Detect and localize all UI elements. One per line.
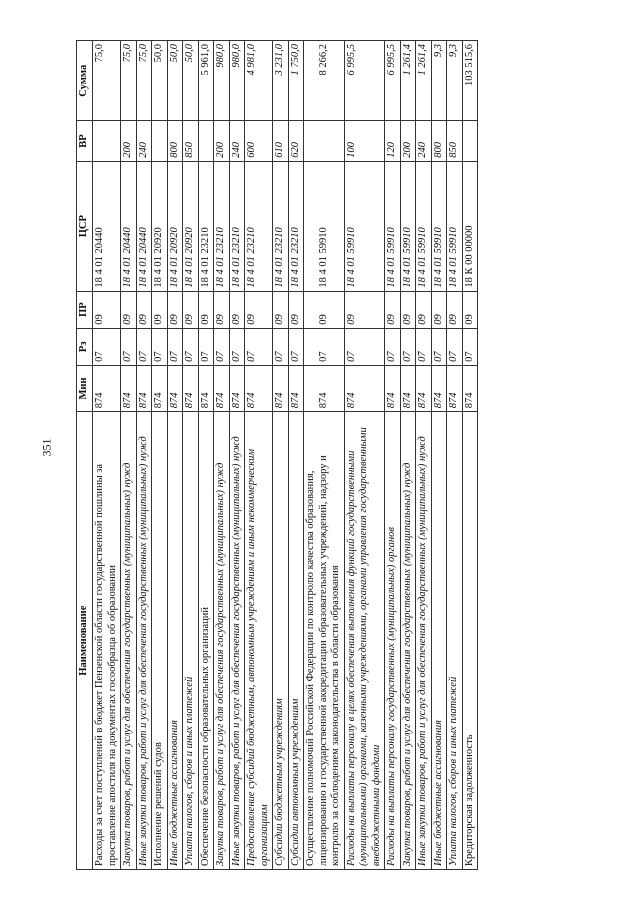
cell-csr: 18 4 01 59910 <box>400 161 416 291</box>
cell-min: 874 <box>245 365 273 411</box>
cell-sum: 4 981,0 <box>245 41 273 121</box>
rotated-page-content <box>76 40 606 870</box>
cell-sum: 6 995,5 <box>385 41 401 121</box>
cell-min: 874 <box>198 365 214 411</box>
cell-name: Закупка товаров, работ и услуг для обеспечения государственных (муниципальных) нужд <box>214 412 230 870</box>
cell-rz: 07 <box>167 328 183 365</box>
cell-rz: 07 <box>416 328 432 365</box>
cell-csr: 18 4 01 20440 <box>136 161 152 291</box>
cell-min: 874 <box>136 365 152 411</box>
cell-rz: 07 <box>400 328 416 365</box>
table-row <box>304 41 345 870</box>
table-row <box>447 41 463 870</box>
cell-min: 874 <box>288 365 304 411</box>
cell-min: 874 <box>344 365 385 411</box>
cell-vr: 610 <box>273 121 289 161</box>
cell-rz: 07 <box>431 328 447 365</box>
cell-min: 874 <box>167 365 183 411</box>
cell-rz: 07 <box>447 328 463 365</box>
cell-pr: 09 <box>136 291 152 328</box>
table-row <box>121 41 137 870</box>
cell-rz: 07 <box>152 328 168 365</box>
cell-name: Закупка товаров, работ и услуг для обеспечения государственных (муниципальных) нужд <box>400 412 416 870</box>
cell-vr <box>152 121 168 161</box>
cell-vr: 600 <box>245 121 273 161</box>
table-row <box>245 41 273 870</box>
cell-rz: 07 <box>245 328 273 365</box>
cell-name: Уплата налогов, сборов и иных платежей <box>447 412 463 870</box>
cell-csr: 18 4 01 20920 <box>167 161 183 291</box>
cell-csr: 18 4 01 59910 <box>385 161 401 291</box>
cell-name: Расходы на выплаты персоналу в целях обеспечения выполнения функций государственными (муниципальными) органами, казенными учреждениями, органами управления государственными внебюджетными фондами <box>344 412 385 870</box>
cell-sum: 9,3 <box>431 41 447 121</box>
cell-pr: 09 <box>288 291 304 328</box>
cell-pr: 09 <box>245 291 273 328</box>
cell-vr <box>462 121 478 161</box>
cell-sum: 75,0 <box>93 41 121 121</box>
cell-vr: 240 <box>416 121 432 161</box>
cell-min: 874 <box>273 365 289 411</box>
cell-pr: 09 <box>447 291 463 328</box>
table-row <box>93 41 121 870</box>
cell-csr: 18 4 01 20440 <box>121 161 137 291</box>
cell-pr: 09 <box>121 291 137 328</box>
cell-name: Иные закупки товаров, работ и услуг для обеспечения государственных (муниципальных) нужд <box>136 412 152 870</box>
cell-pr: 09 <box>344 291 385 328</box>
cell-vr <box>93 121 121 161</box>
cell-pr: 09 <box>400 291 416 328</box>
cell-csr: 18 4 01 23210 <box>273 161 289 291</box>
cell-name: Расходы на выплаты персоналу государственных (муниципальных) органов <box>385 412 401 870</box>
cell-csr: 18 4 01 23210 <box>229 161 245 291</box>
cell-csr: 18 4 01 59910 <box>304 161 345 291</box>
cell-min: 874 <box>400 365 416 411</box>
cell-name: Субсидии автономным учреждениям <box>288 412 304 870</box>
cell-pr: 09 <box>198 291 214 328</box>
cell-csr: 18 4 01 23210 <box>288 161 304 291</box>
cell-min: 874 <box>462 365 478 411</box>
cell-min: 874 <box>152 365 168 411</box>
cell-name: Расходы за счет поступлений в бюджет Пензенской области государственной пошлины за проставление апостиля на документах госообразца об образовании <box>93 412 121 870</box>
header-rz: Рз <box>77 328 93 365</box>
table-body <box>93 41 478 870</box>
cell-vr: 120 <box>385 121 401 161</box>
cell-vr: 850 <box>447 121 463 161</box>
cell-rz: 07 <box>121 328 137 365</box>
cell-min: 874 <box>385 365 401 411</box>
cell-min: 874 <box>229 365 245 411</box>
cell-sum: 3 231,0 <box>273 41 289 121</box>
cell-name: Иные бюджетные ассигнования <box>431 412 447 870</box>
cell-pr: 09 <box>304 291 345 328</box>
cell-csr: 18 4 01 23210 <box>198 161 214 291</box>
cell-rz: 07 <box>273 328 289 365</box>
cell-pr: 09 <box>273 291 289 328</box>
cell-min: 874 <box>447 365 463 411</box>
table-row <box>400 41 416 870</box>
cell-name: Исполнение решений судов <box>152 412 168 870</box>
cell-sum: 1 261,4 <box>416 41 432 121</box>
cell-name: Иные бюджетные ассигнования <box>167 412 183 870</box>
cell-sum: 6 995,5 <box>344 41 385 121</box>
cell-name: Уплата налогов, сборов и иных платежей <box>183 412 199 870</box>
cell-pr: 09 <box>183 291 199 328</box>
cell-vr: 800 <box>431 121 447 161</box>
cell-sum: 103 515,6 <box>462 41 478 121</box>
header-sum: Сумма <box>77 41 93 121</box>
cell-rz: 07 <box>136 328 152 365</box>
cell-sum: 1 261,4 <box>400 41 416 121</box>
cell-rz: 07 <box>304 328 345 365</box>
cell-min: 874 <box>93 365 121 411</box>
table-row <box>167 41 183 870</box>
cell-csr: 18 4 01 20440 <box>93 161 121 291</box>
cell-sum: 50,0 <box>152 41 168 121</box>
cell-rz: 07 <box>462 328 478 365</box>
header-name: Наименование <box>77 412 93 870</box>
cell-vr <box>198 121 214 161</box>
cell-pr: 09 <box>167 291 183 328</box>
cell-min: 874 <box>416 365 432 411</box>
cell-name: Иные закупки товаров, работ и услуг для обеспечения государственных (муниципальных) нужд <box>416 412 432 870</box>
cell-sum: 75,0 <box>136 41 152 121</box>
table-row <box>152 41 168 870</box>
cell-vr: 200 <box>400 121 416 161</box>
cell-name: Предоставление субсидий бюджетным, автономным учреждениям и иным некоммерческим организациям <box>245 412 273 870</box>
table-header-row <box>77 41 93 870</box>
cell-vr: 240 <box>229 121 245 161</box>
cell-sum: 980,0 <box>229 41 245 121</box>
header-min: Мин <box>77 365 93 411</box>
cell-min: 874 <box>214 365 230 411</box>
cell-vr: 100 <box>344 121 385 161</box>
cell-pr: 09 <box>214 291 230 328</box>
cell-sum: 75,0 <box>121 41 137 121</box>
table-row <box>431 41 447 870</box>
cell-csr: 18 4 01 59910 <box>416 161 432 291</box>
cell-name: Субсидии бюджетным учреждениям <box>273 412 289 870</box>
cell-csr: 18 4 01 23210 <box>214 161 230 291</box>
cell-vr: 200 <box>121 121 137 161</box>
cell-sum: 5 961,0 <box>198 41 214 121</box>
cell-name: Осуществление полномочий Российской Федерации по контролю качества образования, лицензированию и государственной аккредитации образовательных учреждений, надзору и контролю за соблюдением законодательства в области образования <box>304 412 345 870</box>
cell-sum: 8 266,2 <box>304 41 345 121</box>
cell-csr: 18 4 01 59910 <box>344 161 385 291</box>
cell-csr: 18 4 01 23210 <box>245 161 273 291</box>
table-row <box>183 41 199 870</box>
cell-csr: 18 4 01 59910 <box>447 161 463 291</box>
cell-rz: 07 <box>183 328 199 365</box>
cell-pr: 09 <box>462 291 478 328</box>
cell-sum: 980,0 <box>214 41 230 121</box>
cell-csr: 18 4 01 20920 <box>183 161 199 291</box>
table-row <box>288 41 304 870</box>
cell-vr: 240 <box>136 121 152 161</box>
cell-csr: 18 4 01 59910 <box>431 161 447 291</box>
cell-rz: 07 <box>93 328 121 365</box>
cell-vr: 850 <box>183 121 199 161</box>
cell-vr: 200 <box>214 121 230 161</box>
cell-vr: 800 <box>167 121 183 161</box>
header-vr: ВР <box>77 121 93 161</box>
table-row <box>273 41 289 870</box>
cell-csr: 18 К 00 00000 <box>462 161 478 291</box>
cell-rz: 07 <box>214 328 230 365</box>
cell-name: Обеспечение безопасности образовательных организаций <box>198 412 214 870</box>
cell-pr: 09 <box>416 291 432 328</box>
cell-name: Кредиторская задолженность <box>462 412 478 870</box>
cell-rz: 07 <box>385 328 401 365</box>
cell-min: 874 <box>304 365 345 411</box>
cell-name: Иные закупки товаров, работ и услуг для обеспечения государственных (муниципальных) нужд <box>229 412 245 870</box>
cell-csr: 18 4 01 20920 <box>152 161 168 291</box>
header-pr: ПР <box>77 291 93 328</box>
cell-pr: 09 <box>93 291 121 328</box>
table-row <box>416 41 432 870</box>
table-row <box>385 41 401 870</box>
table-row <box>229 41 245 870</box>
cell-pr: 09 <box>431 291 447 328</box>
page-number: 351 <box>39 438 54 457</box>
cell-sum: 1 750,0 <box>288 41 304 121</box>
cell-vr: 620 <box>288 121 304 161</box>
cell-rz: 07 <box>288 328 304 365</box>
cell-sum: 9,3 <box>447 41 463 121</box>
cell-name: Закупка товаров, работ и услуг для обеспечения государственных (муниципальных) нужд <box>121 412 137 870</box>
table-row <box>462 41 478 870</box>
cell-pr: 09 <box>385 291 401 328</box>
cell-sum: 50,0 <box>183 41 199 121</box>
cell-pr: 09 <box>229 291 245 328</box>
budget-table <box>76 40 478 870</box>
table-row <box>344 41 385 870</box>
cell-min: 874 <box>183 365 199 411</box>
header-csr: ЦСР <box>77 161 93 291</box>
table-row <box>136 41 152 870</box>
cell-rz: 07 <box>344 328 385 365</box>
cell-vr <box>304 121 345 161</box>
cell-rz: 07 <box>198 328 214 365</box>
table-row <box>198 41 214 870</box>
cell-min: 874 <box>121 365 137 411</box>
cell-pr: 09 <box>152 291 168 328</box>
cell-min: 874 <box>431 365 447 411</box>
table-row <box>214 41 230 870</box>
cell-sum: 50,0 <box>167 41 183 121</box>
cell-rz: 07 <box>229 328 245 365</box>
